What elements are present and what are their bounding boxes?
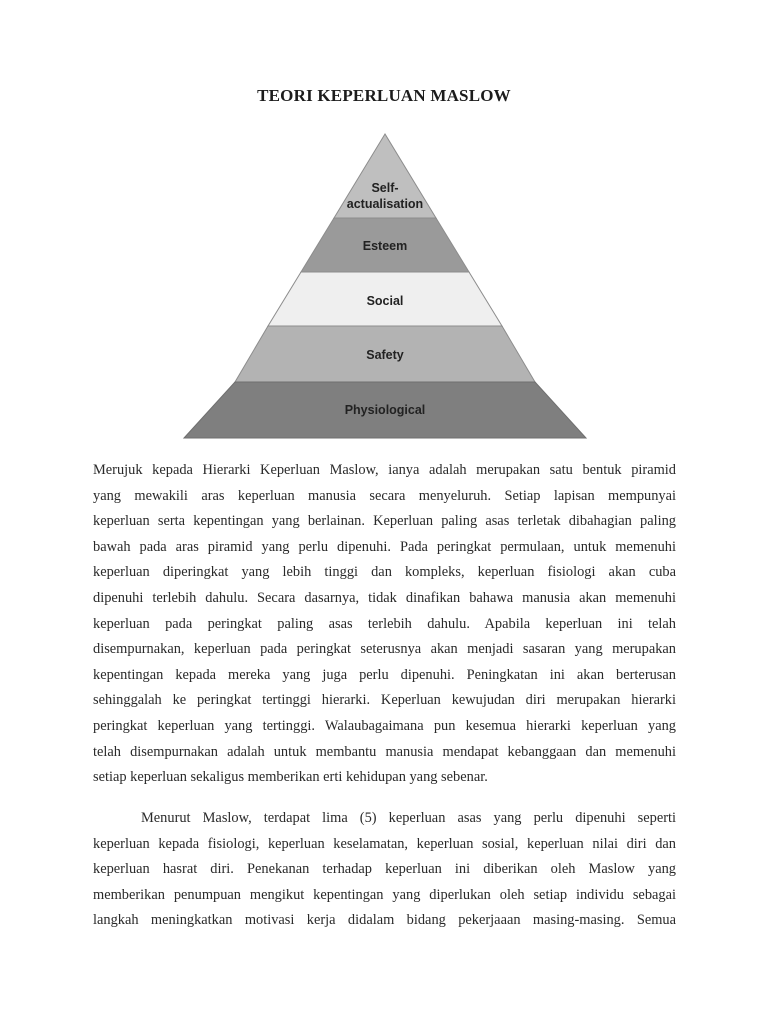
pyramid-label-self-line2: actualisation: [346, 197, 424, 211]
maslow-pyramid-diagram: [182, 132, 588, 440]
paragraph-1-line: peringkat keperluan yang tertinggi. Walaubagaimana pun kesemua hierarki keperluan yang: [93, 717, 676, 734]
pyramid-label-social: Social: [366, 294, 404, 308]
paragraph-2: [93, 806, 676, 934]
paragraph-1-line: disempurnakan, keperluan pada peringkat seterusnya akan menjadi sasaran yang merupakan: [93, 641, 676, 658]
paragraph-1-line: telah disempurnakan adalah untuk membantu manusia mendapat kebanggaan dan memenuhi: [93, 743, 676, 760]
paragraph-1-line: keperluan serta kepentingan yang berlainan. Keperluan paling asas terletak dibahagian paling: [93, 513, 676, 530]
paragraph-1-line: dipenuhi terlebih dahulu. Secara dasarnya, tidak dinafikan bahawa manusia akan memenuhi: [93, 589, 676, 606]
pyramid-label-esteem: Esteem: [362, 239, 408, 253]
paragraph-2-line: Menurut Maslow, terdapat lima (5) keperluan asas yang perlu dipenuhi seperti: [141, 810, 676, 826]
paragraph-2-line: langkah meningkatkan motivasi kerja didalam bidang pekerjaaan masing-masing. Semua: [93, 912, 676, 929]
paragraph-1-line: sehinggalah ke peringkat tertinggi hierarki. Keperluan kewujudan diri merupakan hierarki: [93, 692, 676, 709]
paragraph-1-line: keperluan pada peringkat paling asas terlebih dahulu. Apabila keperluan ini telah: [93, 615, 676, 632]
paragraph-2-line: keperluan hasrat diri. Penekanan terhadap keperluan ini diberikan oleh Maslow yang: [93, 861, 676, 878]
paragraph-1-line: keperluan diperingkat yang lebih tinggi dan kompleks, keperluan fisiologi akan cuba: [93, 564, 676, 581]
paragraph-1-line: Merujuk kepada Hierarki Keperluan Maslow, ianya adalah merupakan satu bentuk piramid: [93, 462, 676, 478]
paragraph-2-line: keperluan kepada fisiologi, keperluan keselamatan, keperluan sosial, keperluan nilai diri dan: [93, 835, 676, 852]
pyramid-label-physiological: Physiological: [344, 403, 426, 417]
paragraph-2-line: memberikan penumpuan mengikut kepentingan yang diperlukan oleh setiap individu sebagai: [93, 886, 676, 903]
paragraph-1: [93, 458, 676, 791]
paragraph-1-line: setiap keperluan sekaligus memberikan erti kehidupan yang sebenar.: [93, 769, 488, 786]
pyramid-label-self-line1: Self-: [371, 181, 399, 195]
paragraph-1-line: bawah pada aras piramid yang perlu dipenuhi. Pada peringkat permulaan, untuk memenuhi: [93, 538, 676, 555]
paragraph-1-line: yang mewakili aras keperluan manusia secara menyeluruh. Setiap lapisan mempunyai: [93, 487, 676, 504]
pyramid-label-safety: Safety: [366, 348, 404, 362]
paragraph-1-line: kepentingan kepada mereka yang juga perlu dipenuhi. Peningkatan ini akan berterusan: [93, 666, 676, 683]
page-title: TEORI KEPERLUAN MASLOW: [257, 86, 511, 105]
